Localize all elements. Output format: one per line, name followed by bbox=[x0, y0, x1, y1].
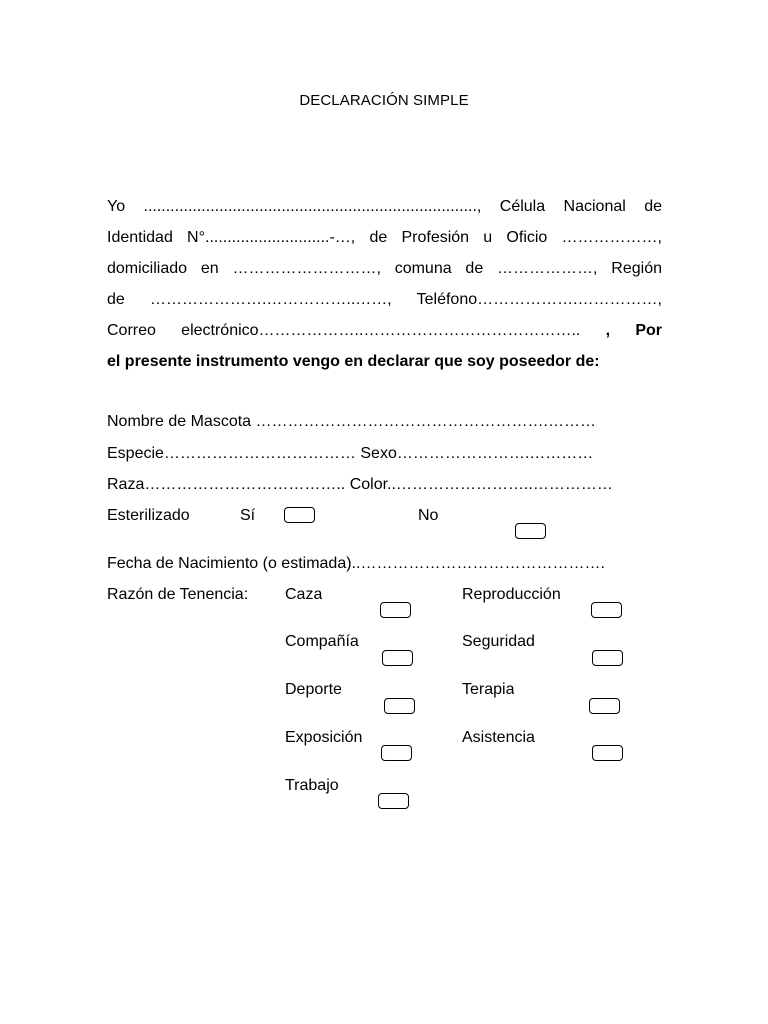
declaration-line-6: el presente instrumento vengo en declarar que soy poseedor de: bbox=[107, 353, 600, 370]
reason-seguridad-checkbox[interactable] bbox=[592, 650, 623, 666]
reason-trabajo-label: Trabajo bbox=[285, 777, 339, 794]
email-field-line: Correo electrónico………………..………………………………….. bbox=[107, 322, 581, 339]
sterilized-no-label: No bbox=[418, 507, 439, 524]
reason-caza-checkbox[interactable] bbox=[380, 602, 411, 618]
reason-exposicion-checkbox[interactable] bbox=[381, 745, 412, 761]
reason-deporte-label: Deporte bbox=[285, 681, 342, 698]
species-sex-line: Especie……………………………… Sexo…………………….………… bbox=[107, 445, 594, 462]
document-title: DECLARACIÓN SIMPLE bbox=[299, 92, 469, 109]
pet-name-line: Nombre de Mascota ……………………………………………….……… bbox=[107, 413, 596, 430]
reason-terapia-label: Terapia bbox=[462, 681, 515, 698]
reason-terapia-checkbox[interactable] bbox=[589, 698, 620, 714]
breed-color-line: Raza……………………………….. Color..……………………..…………… bbox=[107, 476, 613, 493]
reason-reproduccion-checkbox[interactable] bbox=[591, 602, 622, 618]
reason-deporte-checkbox[interactable] bbox=[384, 698, 415, 714]
sterilized-yes-label: Sí bbox=[240, 507, 256, 524]
ownership-reason-label: Razón de Tenencia: bbox=[107, 586, 249, 603]
declaration-por: , Por bbox=[605, 322, 662, 339]
declaration-line-3: domiciliado en ………………………, comuna de ………………, Región bbox=[107, 260, 662, 277]
sterilized-no-checkbox[interactable] bbox=[515, 523, 546, 539]
declaration-line-4: de ………………….……………..……, Teléfono……………….……………, bbox=[107, 291, 662, 308]
reason-asistencia-label: Asistencia bbox=[462, 729, 535, 746]
reason-asistencia-checkbox[interactable] bbox=[592, 745, 623, 761]
sterilized-yes-checkbox[interactable] bbox=[284, 507, 315, 523]
reason-exposicion-label: Exposición bbox=[285, 729, 363, 746]
birth-date-line: Fecha de Nacimiento (o estimada)..………………………………………. bbox=[107, 555, 605, 572]
reason-compania-label: Compañía bbox=[285, 633, 359, 650]
declaration-line-1: Yo ..........................................................................., Célula Nacional de bbox=[107, 198, 662, 215]
declaration-line-5 bbox=[107, 315, 662, 346]
sterilized-label: Esterilizado bbox=[107, 507, 190, 524]
declaration-paragraph bbox=[107, 191, 662, 377]
reason-reproduccion-label: Reproducción bbox=[462, 586, 561, 603]
reason-caza-label: Caza bbox=[285, 586, 323, 603]
reason-seguridad-label: Seguridad bbox=[462, 633, 535, 650]
reason-compania-checkbox[interactable] bbox=[382, 650, 413, 666]
declaration-line-2: Identidad N°............................-…, de Profesión u Oficio ………………, bbox=[107, 229, 662, 246]
reason-trabajo-checkbox[interactable] bbox=[378, 793, 409, 809]
